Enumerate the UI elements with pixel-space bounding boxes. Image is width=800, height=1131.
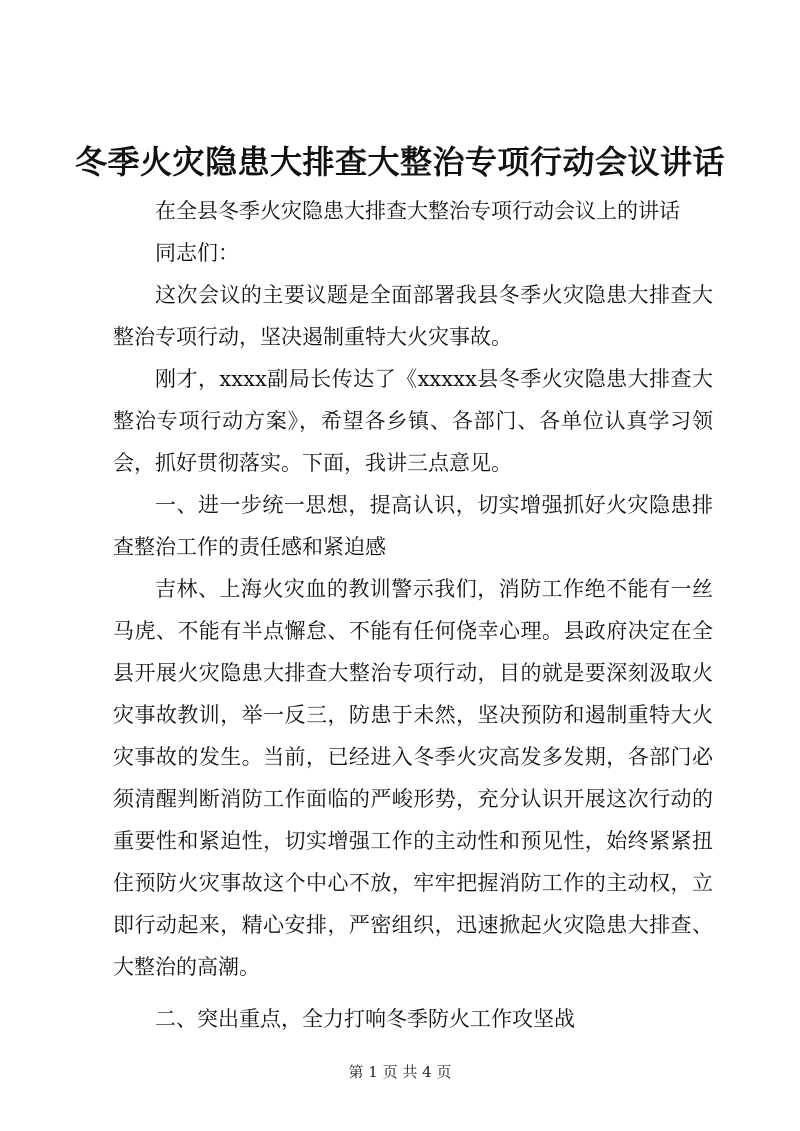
page-number: 第 1 页 共 4 页	[348, 1063, 452, 1081]
document-title: 冬季火灾隐患大排查大整治专项行动会议讲话	[74, 143, 725, 181]
section-heading-2: 二、突出重点，全力打响冬季防火工作攻坚战	[155, 1007, 575, 1031]
paragraph-subtitle: 在全县冬季火灾隐患大排查大整治专项行动会议上的讲话	[155, 199, 680, 223]
paragraph-topic: 这次会议的主要议题是全面部署我县冬季火灾隐患大排查大整治专项行动，坚决遏制重特大火灾事故。	[113, 283, 713, 349]
paragraph-salutation: 同志们：	[155, 241, 239, 265]
paragraph-intro: 刚才，xxxx副局长传达了《xxxxx县冬季火灾隐患大排查大整治专项行动方案》，希望各乡镇、各部门、各单位认真学习领会，抓好贯彻落实。下面，我讲三点意见。	[113, 367, 713, 475]
document-body	[113, 190, 713, 1040]
section-heading-1: 一、进一步统一思想，提高认识，切实增强抓好火灾隐患排查整治工作的责任感和紧迫感	[113, 493, 713, 559]
paragraph-section-1: 吉林、上海火灾血的教训警示我们，消防工作绝不能有一丝马虎、不能有半点懈怠、不能有任何侥幸心理。县政府决定在全县开展火灾隐患大排查大整治专项行动，目的就是要深刻汲取火灾事故教训，举一反三，防患于未然，坚决预防和遏制重特大火灾事故的发生。当前，已经进入冬季火灾高发多发期，各部门必须清醒判断消防工作面临的严峻形势，充分认识开展这次行动的重要性和紧迫性，切实增强工作的主动性和预见性，始终紧紧扭住预防火灾事故这个中心不放，牢牢把握消防工作的主动权，立即行动起来，精心安排，严密组织，迅速掀起火灾隐患大排查、大整治的高潮。	[113, 577, 713, 979]
